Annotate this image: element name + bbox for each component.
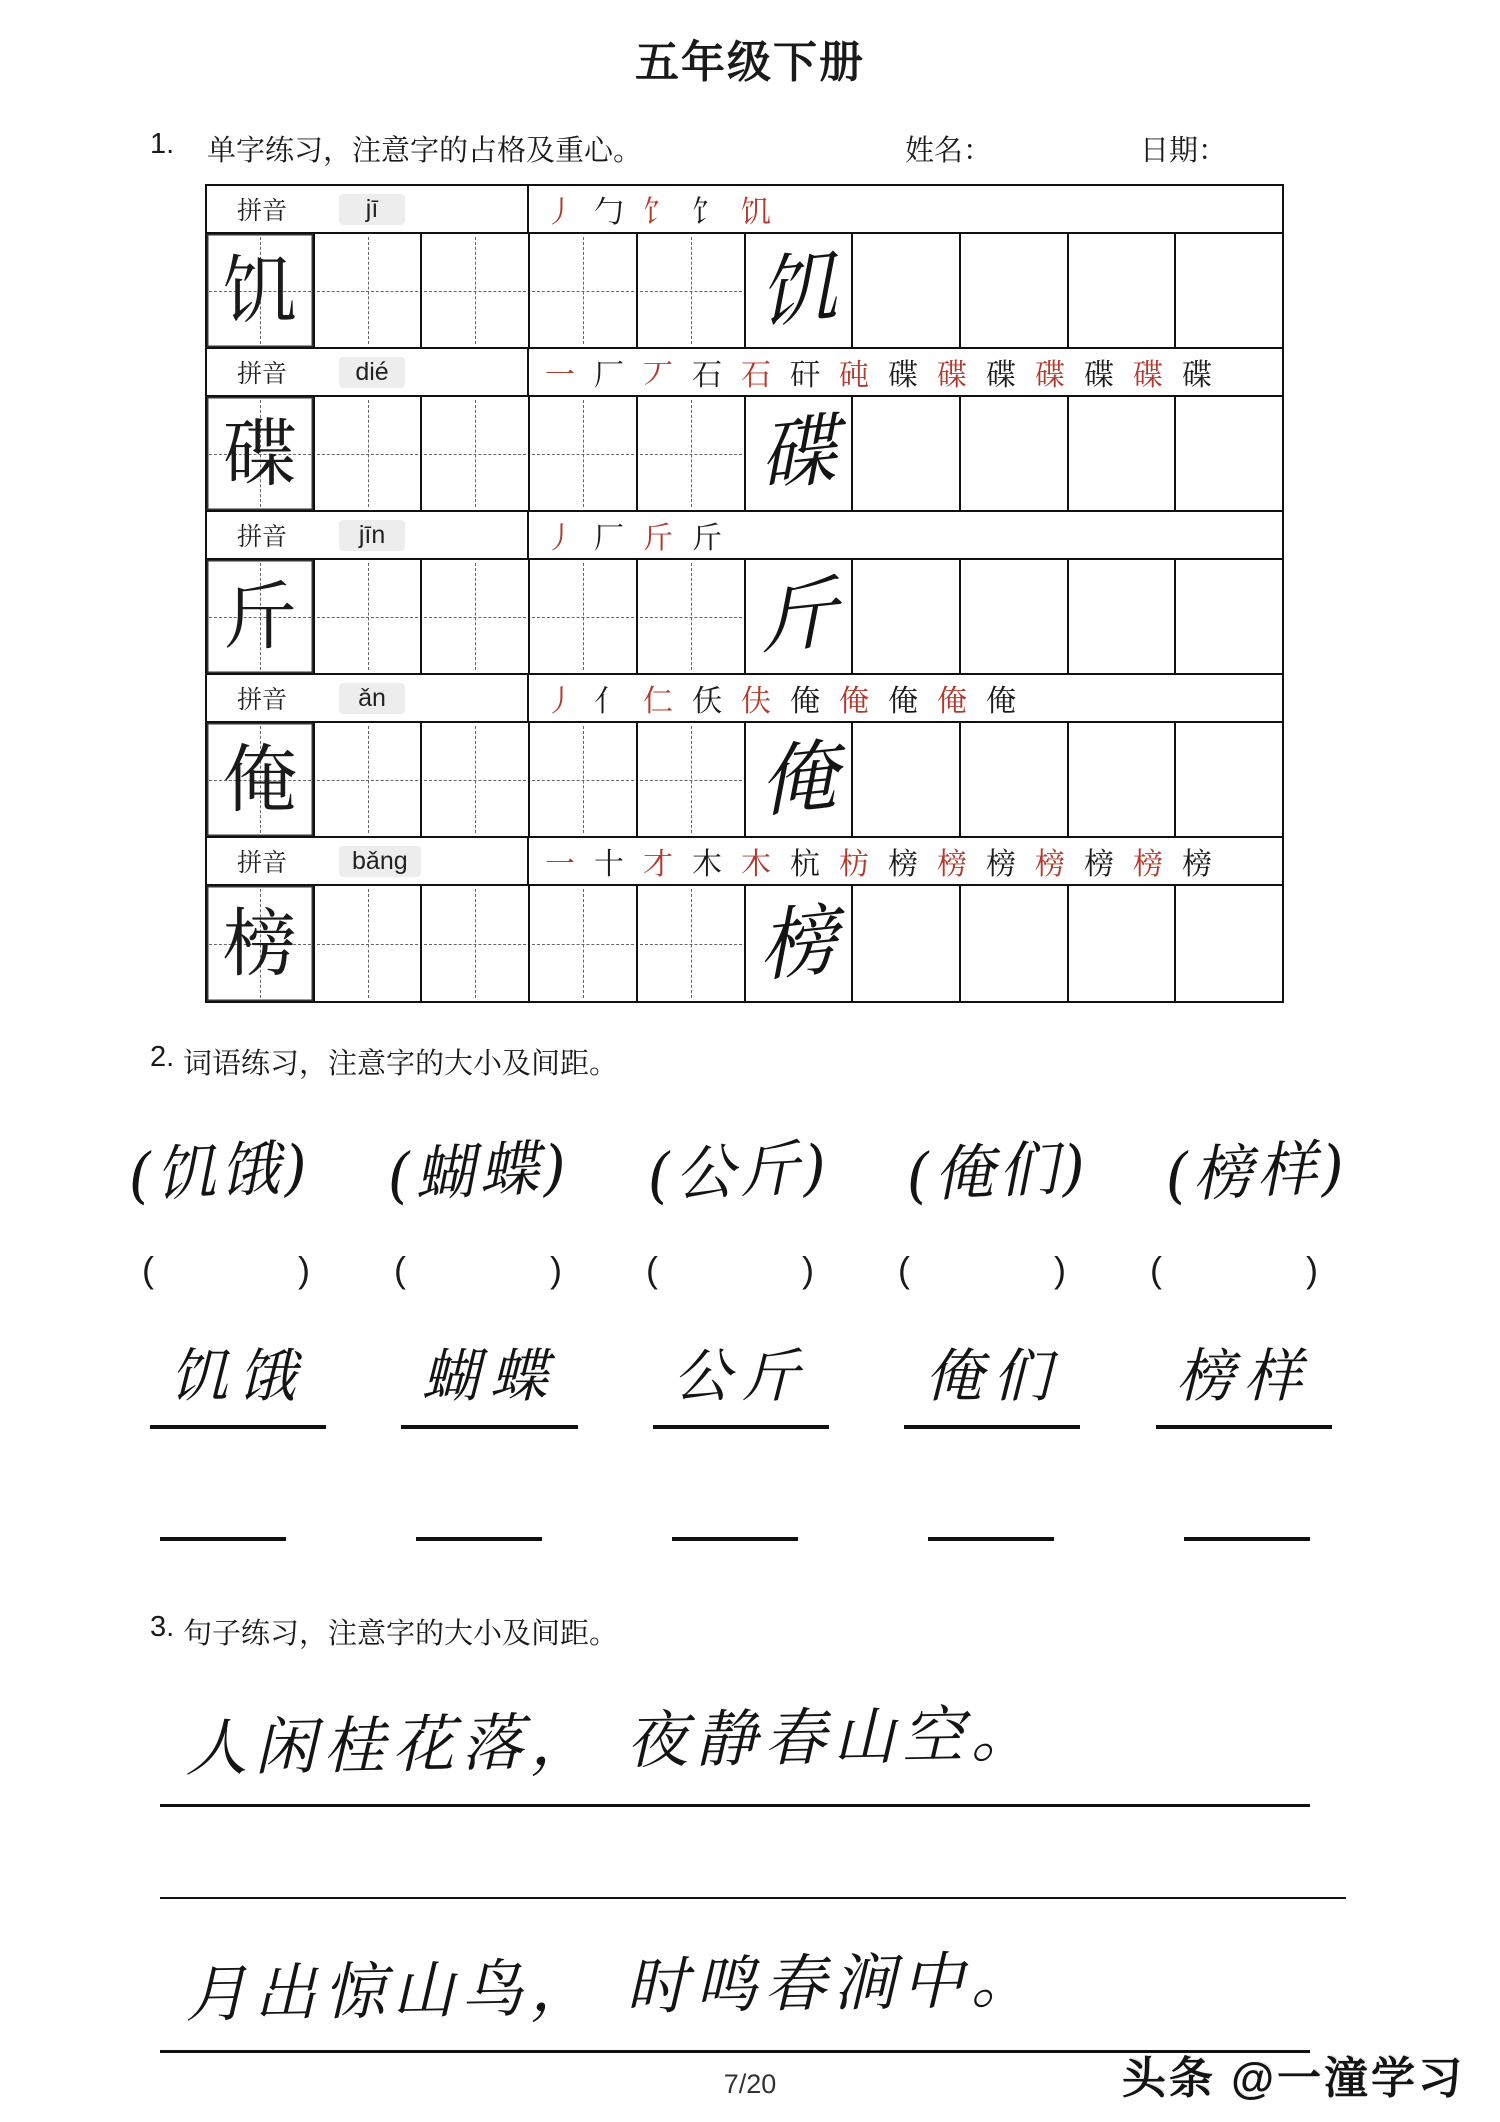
practice-cell bbox=[207, 560, 315, 673]
open-paren: ( bbox=[394, 1249, 406, 1290]
underlined-words-row bbox=[0, 1317, 1500, 1429]
practice-cell bbox=[853, 886, 961, 1001]
close-paren: ) bbox=[1054, 1249, 1066, 1290]
page-number: 7/20 bbox=[723, 2069, 777, 2099]
stroke-step: 榜 bbox=[888, 847, 918, 882]
word-underlined: 榜样 bbox=[1156, 1329, 1332, 1429]
blank-underline bbox=[160, 1537, 286, 1541]
word-underlined: 蝴蝶 bbox=[401, 1329, 577, 1429]
close-paren: ) bbox=[550, 1249, 562, 1290]
pinyin-label: 拼音 bbox=[237, 686, 288, 714]
pinyin-row bbox=[207, 512, 1282, 560]
stroke-step: 才 bbox=[643, 847, 673, 882]
practice-cell bbox=[746, 723, 854, 836]
stroke-step: 石 bbox=[692, 358, 722, 393]
sentence-text: 人闲桂花落， 夜静春山空。 bbox=[184, 1697, 1041, 1785]
practice-cell bbox=[1069, 397, 1177, 510]
stroke-step: 榜 bbox=[1035, 847, 1065, 882]
practice-cell bbox=[853, 723, 961, 836]
practice-cell bbox=[315, 560, 423, 673]
pinyin-value: dié bbox=[339, 357, 405, 388]
practice-cell bbox=[638, 886, 746, 1001]
practice-cell bbox=[530, 234, 638, 347]
pinyin-row bbox=[207, 675, 1282, 723]
sentence-block bbox=[0, 1945, 1500, 2053]
sentence-rule bbox=[160, 1804, 1310, 1807]
sentence-block bbox=[0, 1699, 1500, 1807]
section-2-title: 词语练习，注意字的大小及间距。 bbox=[183, 1048, 619, 1080]
blank-underline bbox=[1184, 1537, 1310, 1541]
pinyin-row bbox=[207, 838, 1282, 886]
blank-paren-pair bbox=[1150, 1249, 1318, 1299]
pinyin-label: 拼音 bbox=[237, 360, 288, 388]
pinyin-cell bbox=[207, 675, 529, 721]
model-character: 斤 bbox=[222, 573, 297, 660]
blank-paren-pair bbox=[142, 1249, 310, 1299]
stroke-step: 斤 bbox=[643, 521, 673, 556]
practice-cell bbox=[422, 560, 530, 673]
stroke-step: 仸 bbox=[692, 684, 722, 719]
open-paren: ( bbox=[142, 1249, 154, 1290]
practice-cell bbox=[746, 886, 854, 1001]
stroke-step: 厂 bbox=[594, 358, 624, 393]
open-paren: ( bbox=[1150, 1249, 1162, 1290]
practice-cell bbox=[638, 723, 746, 836]
stroke-step: 伕 bbox=[741, 684, 771, 719]
pinyin-cell bbox=[207, 838, 529, 884]
practice-cell bbox=[207, 723, 315, 836]
practice-cell bbox=[638, 234, 746, 347]
practice-cell bbox=[315, 234, 423, 347]
stroke-step: 枋 bbox=[839, 847, 869, 882]
pinyin-cell bbox=[207, 186, 529, 232]
model-character: 榜 bbox=[222, 900, 297, 987]
practice-cell bbox=[315, 723, 423, 836]
pinyin-value: ǎn bbox=[339, 683, 405, 714]
practice-cell bbox=[1176, 560, 1282, 673]
practice-cell bbox=[1176, 723, 1282, 836]
stroke-step: 砘 bbox=[839, 358, 869, 393]
stroke-step: 杭 bbox=[790, 847, 820, 882]
word-in-parens: (俺们) bbox=[904, 1132, 1091, 1212]
stroke-step: 斤 bbox=[692, 521, 722, 556]
pinyin-label: 拼音 bbox=[237, 849, 288, 877]
handwritten-character: 榜 bbox=[757, 894, 840, 993]
blank-underlines-row bbox=[0, 1537, 1500, 1541]
practice-cell bbox=[207, 886, 315, 1001]
stroke-step: 丿 bbox=[545, 195, 575, 230]
practice-cell bbox=[746, 560, 854, 673]
practice-cell bbox=[422, 234, 530, 347]
pinyin-label: 拼音 bbox=[237, 197, 288, 225]
section-1-number: 1. bbox=[150, 128, 175, 160]
stroke-step: 仁 bbox=[643, 684, 673, 719]
stroke-step: 木 bbox=[692, 847, 722, 882]
pinyin-value: bǎng bbox=[339, 846, 421, 877]
stroke-step: 饣 bbox=[692, 195, 722, 230]
name-label: 姓名： bbox=[905, 135, 993, 167]
section-3-number: 3. bbox=[150, 1611, 175, 1643]
stroke-order bbox=[529, 676, 1282, 720]
stroke-step: 勹 bbox=[594, 195, 624, 230]
stroke-step: 一 bbox=[545, 358, 575, 393]
stroke-step: 榜 bbox=[1182, 847, 1212, 882]
pinyin-row bbox=[207, 349, 1282, 397]
practice-cell bbox=[1069, 234, 1177, 347]
blank-underline bbox=[416, 1537, 542, 1541]
practice-cell bbox=[961, 234, 1069, 347]
practice-row bbox=[207, 723, 1282, 838]
stroke-step: 榜 bbox=[1133, 847, 1163, 882]
practice-cell bbox=[638, 397, 746, 510]
stroke-step: 碟 bbox=[986, 358, 1016, 393]
watermark: 头条 @一潼学习 bbox=[1121, 2054, 1465, 2103]
open-paren: ( bbox=[898, 1249, 910, 1290]
practice-cell bbox=[961, 723, 1069, 836]
blank-writing-rule bbox=[160, 1897, 1346, 1899]
stroke-step: 丿 bbox=[545, 684, 575, 719]
stroke-step: 碟 bbox=[1084, 358, 1114, 393]
words-in-parens-row bbox=[0, 1117, 1500, 1217]
stroke-step: 木 bbox=[741, 847, 771, 882]
practice-cell bbox=[1176, 886, 1282, 1001]
stroke-step: 俺 bbox=[888, 684, 918, 719]
practice-cell bbox=[961, 560, 1069, 673]
blank-paren-pair bbox=[394, 1249, 562, 1299]
page-title: 五年级下册 bbox=[635, 38, 865, 87]
character-grid bbox=[205, 184, 1284, 1003]
model-character: 碟 bbox=[222, 410, 297, 497]
close-paren: ) bbox=[802, 1249, 814, 1290]
practice-cell bbox=[530, 397, 638, 510]
pinyin-cell bbox=[207, 512, 529, 558]
section-2-heading-row bbox=[0, 1041, 1500, 1083]
stroke-order bbox=[529, 513, 1282, 557]
word-underlined: 俺们 bbox=[904, 1329, 1080, 1429]
practice-cell bbox=[853, 397, 961, 510]
close-paren: ) bbox=[1306, 1249, 1318, 1290]
practice-cell bbox=[315, 886, 423, 1001]
blank-underline bbox=[672, 1537, 798, 1541]
stroke-step: 榜 bbox=[1084, 847, 1114, 882]
practice-cell bbox=[530, 886, 638, 1001]
practice-cell bbox=[530, 560, 638, 673]
stroke-step: 俺 bbox=[937, 684, 967, 719]
blank-parens-row bbox=[0, 1249, 1500, 1299]
practice-cell bbox=[1176, 234, 1282, 347]
stroke-step: 丆 bbox=[643, 358, 673, 393]
practice-cell bbox=[315, 397, 423, 510]
section-2-number: 2. bbox=[150, 1041, 175, 1073]
stroke-order bbox=[529, 187, 1282, 231]
section-1-heading-row bbox=[0, 128, 1500, 170]
word-underlined: 公斤 bbox=[653, 1329, 829, 1429]
stroke-step: 碟 bbox=[937, 358, 967, 393]
practice-cell bbox=[1069, 560, 1177, 673]
practice-cell bbox=[1069, 886, 1177, 1001]
word-in-parens: (公斤) bbox=[645, 1132, 832, 1212]
practice-cell bbox=[853, 234, 961, 347]
handwritten-character: 碟 bbox=[757, 404, 840, 503]
practice-cell bbox=[422, 886, 530, 1001]
close-paren: ) bbox=[298, 1249, 310, 1290]
stroke-step: 俺 bbox=[790, 684, 820, 719]
stroke-order bbox=[529, 350, 1282, 394]
section-3-title: 句子练习，注意字的大小及间距。 bbox=[183, 1618, 619, 1650]
practice-row bbox=[207, 886, 1282, 1001]
pinyin-row bbox=[207, 186, 1282, 234]
practice-cell bbox=[961, 886, 1069, 1001]
practice-cell bbox=[422, 397, 530, 510]
pinyin-value: jī bbox=[339, 194, 405, 225]
pinyin-value: jīn bbox=[339, 520, 405, 551]
word-underlined: 饥饿 bbox=[150, 1329, 326, 1429]
section-1-title: 单字练习，注意字的占格及重心。 bbox=[207, 135, 643, 167]
practice-row bbox=[207, 397, 1282, 512]
stroke-step: 俺 bbox=[986, 684, 1016, 719]
practice-cell bbox=[207, 397, 315, 510]
practice-row bbox=[207, 234, 1282, 349]
blank-underline bbox=[928, 1537, 1054, 1541]
model-character: 饥 bbox=[222, 247, 297, 334]
pinyin-cell bbox=[207, 349, 529, 395]
stroke-step: 厂 bbox=[594, 521, 624, 556]
practice-cell bbox=[961, 397, 1069, 510]
stroke-step: 碟 bbox=[1182, 358, 1212, 393]
pinyin-label: 拼音 bbox=[237, 523, 288, 551]
practice-cell bbox=[207, 234, 315, 347]
word-in-parens: (饥饿) bbox=[126, 1132, 313, 1212]
date-label: 日期： bbox=[1140, 135, 1228, 167]
practice-cell bbox=[422, 723, 530, 836]
stroke-step: 俺 bbox=[839, 684, 869, 719]
model-character: 俺 bbox=[222, 736, 297, 823]
practice-row bbox=[207, 560, 1282, 675]
practice-cell bbox=[853, 560, 961, 673]
stroke-step: 碟 bbox=[1035, 358, 1065, 393]
stroke-step: 榜 bbox=[937, 847, 967, 882]
sentence-text: 月出惊山鸟， 时鸣春涧中。 bbox=[184, 1943, 1041, 2031]
stroke-step: 碟 bbox=[888, 358, 918, 393]
stroke-step: 丿 bbox=[545, 521, 575, 556]
handwritten-character: 饥 bbox=[757, 241, 840, 340]
word-in-parens: (榜样) bbox=[1163, 1132, 1350, 1212]
handwritten-character: 俺 bbox=[757, 730, 840, 829]
section-3-heading-row bbox=[0, 1611, 1500, 1653]
practice-cell bbox=[746, 397, 854, 510]
stroke-step: 矸 bbox=[790, 358, 820, 393]
stroke-step: 亻 bbox=[594, 684, 624, 719]
practice-cell bbox=[1069, 723, 1177, 836]
stroke-step: 饣 bbox=[643, 195, 673, 230]
practice-cell bbox=[638, 560, 746, 673]
word-in-parens: (蝴蝶) bbox=[385, 1132, 573, 1212]
practice-cell bbox=[746, 234, 854, 347]
practice-cell bbox=[530, 723, 638, 836]
stroke-step: 碟 bbox=[1133, 358, 1163, 393]
open-paren: ( bbox=[646, 1249, 658, 1290]
stroke-step: 石 bbox=[741, 358, 771, 393]
stroke-step: 一 bbox=[545, 847, 575, 882]
stroke-step: 饥 bbox=[741, 195, 771, 230]
practice-cell bbox=[1176, 397, 1282, 510]
blank-paren-pair bbox=[898, 1249, 1066, 1299]
blank-paren-pair bbox=[646, 1249, 814, 1299]
handwritten-character: 斤 bbox=[757, 567, 840, 666]
stroke-order bbox=[529, 839, 1282, 883]
stroke-step: 十 bbox=[594, 847, 624, 882]
stroke-step: 榜 bbox=[986, 847, 1016, 882]
